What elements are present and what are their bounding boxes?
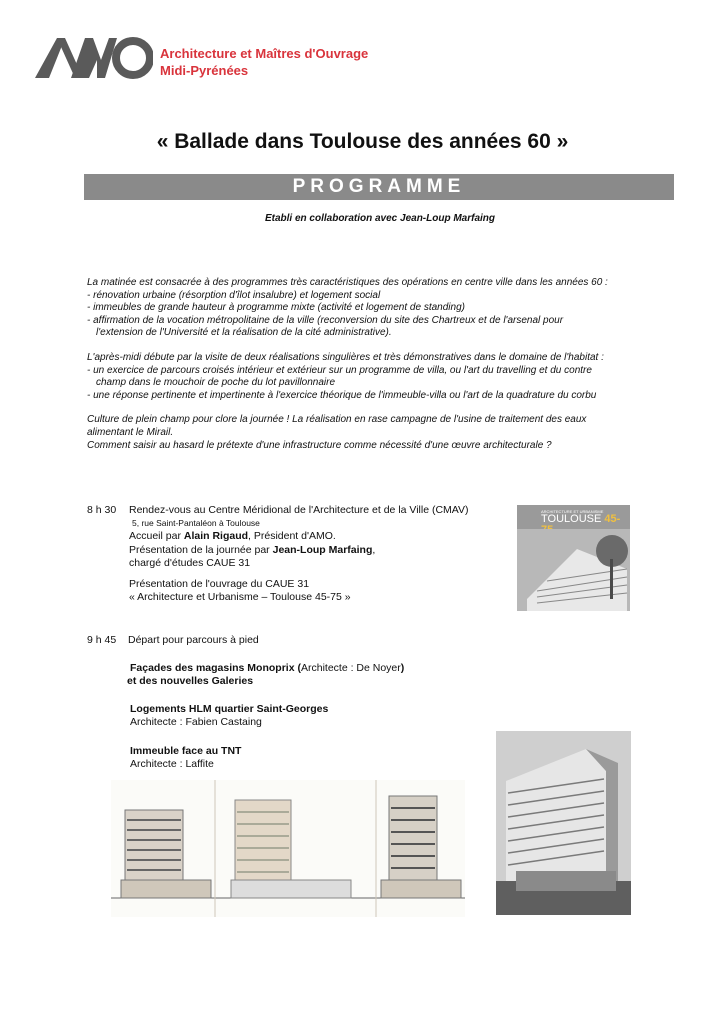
intro-line: - un exercice de parcours croisés intérieur et extérieur sur un programme de villa, ou l'art du travelling et du contre <box>87 364 592 376</box>
intro-line: - affirmation de la vocation métropolitaine de la ville (reconversion du site des Chartreux et de l'arsenal pour <box>87 314 564 326</box>
visit-monoprix: Façades des magasins Monoprix (Architecte : De Noyer) et des nouvelles Galeries <box>127 662 405 688</box>
walk-departure: Départ pour parcours à pied <box>128 634 259 646</box>
intro-line: l'extension de l'Université et la réalisation de la cité administrative). <box>96 327 392 339</box>
schedule-time-1: 8 h 30 <box>87 504 117 516</box>
org-name-line2: Midi-Pyrénées <box>160 63 249 78</box>
intro-line: Comment saisir au hasard le prétexte d'une infrastructure comme nécessité d'une œuvre architecturale ? <box>87 439 552 451</box>
collaboration-note: Etabli en collaboration avec Jean-Loup Marfaing <box>264 213 496 224</box>
visit-saint-georges: Logements HLM quartier Saint-Georges Architecte : Fabien Castaing <box>130 703 329 729</box>
meeting-line: Rendez-vous au Centre Méridional de l'Architecture et de la Ville (CMAV) <box>129 504 469 516</box>
amo-logo <box>35 34 153 80</box>
book-presentation-line: Présentation de l'ouvrage du CAUE 31 <box>129 578 310 591</box>
book-cover-subtitle: ARCHITECTURE ET URBANISME <box>541 509 604 514</box>
book-cover-title: TOULOUSE 45- <box>541 513 621 525</box>
presenter-role: chargé d'études CAUE 31 <box>129 556 251 569</box>
org-name-line1: Architecture et Maîtres d'Ouvrage <box>160 46 369 61</box>
schedule-time-2: 9 h 45 <box>87 634 117 646</box>
presentation-line: Présentation de la journée par Jean-Loup Marfaing, <box>129 543 376 556</box>
intro-line: - rénovation urbaine (résorption d'îlot insalubre) et logement social <box>87 289 381 301</box>
page-title: « Ballade dans Toulouse des années 60 » <box>156 130 569 153</box>
intro-line: Culture de plein champ pour clore la journée ! La réalisation en rase campagne de l'usine de traitement des eaux <box>87 414 587 426</box>
intro-line: alimentant le Mirail. <box>87 426 174 438</box>
schedule-entry-1 <box>129 504 514 604</box>
visit-tnt: Immeuble face au TNT Architecte : Laffite <box>130 745 242 771</box>
organization-name <box>160 45 368 79</box>
intro-line: champ dans le mouchoir de poche du lot pavillonnaire <box>96 377 336 389</box>
programme-banner: PROGRAMME <box>84 174 674 200</box>
building-elevations-drawing <box>111 780 465 917</box>
intro-text <box>87 277 687 452</box>
intro-line: L'après-midi débute par la visite de deux réalisations singulières et très démonstratives dans le domaine de l'habitat : <box>87 351 604 363</box>
address-line: 5, rue Saint-Pantaléon à Toulouse <box>132 518 260 529</box>
book-title-line: « Architecture et Urbanisme – Toulouse 45-75 » <box>129 591 351 604</box>
book-cover-image <box>517 505 630 611</box>
welcome-line: Accueil par Alain Rigaud, Président d'AMO. <box>129 530 336 543</box>
intro-line: - une réponse pertinente et impertinente à l'exercice théorique de l'immeuble-villa ou l'art de la quadrature du corbu <box>87 389 597 401</box>
tnt-building-photo <box>496 731 631 915</box>
intro-line: - immeubles de grande hauteur à programme mixte (activité et logement de standing) <box>87 302 465 314</box>
intro-line: La matinée est consacrée à des programmes très caractéristiques des opérations en centre ville dans les années 60 : <box>87 277 608 288</box>
